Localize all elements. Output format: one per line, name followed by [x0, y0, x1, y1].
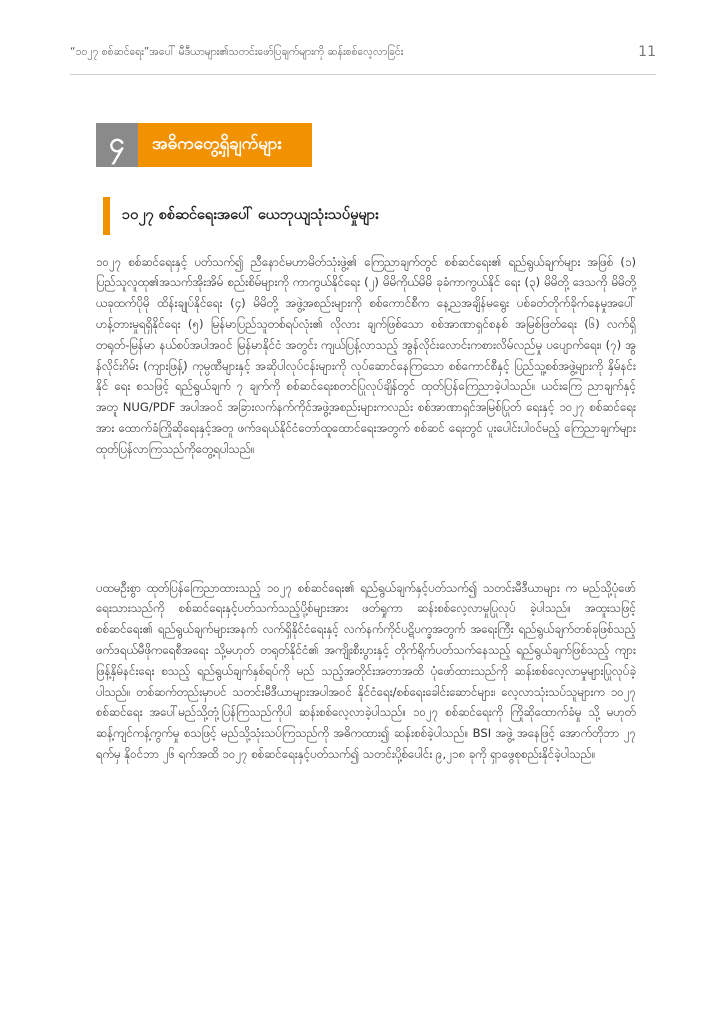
page-number: 11 — [638, 44, 656, 60]
chapter-number: ၄ — [96, 123, 138, 167]
body-paragraph: ပထမဦးစွာ ထုတ်ပြန်ကြေညာထားသည့် ၁၀၂၇ စစ်ဆင်ရေး၏ ရည်ရွယ်ချက်နှင့်ပတ်သက်၍ သတင်းမီဒီယာများ က မည်သို့ပုံဖော်ရေးသားသည်ကို စစ်ဆင်ရေးနှင့်ပတ်သက်သည့်ပို့စ်များအား ဖတ်ရှုကာ ဆန်းစစ်လေ့လာမှုပြုလုပ် ခဲ့ပါသည်။ အထူးသဖြင့် စစ်ဆင်ရေး၏ ရည်ရွယ်ချက်များအနက် လက်ရှိနိုင်ငံရေးနှင့် လက်နက်ကိုင်ပဋိပက္ခအတွက် အရေးကြီး ရည်ရွယ်ချက်တစ်ခုဖြစ်သည့် ဖက်ဒရယ်မီဖိုကရေစီအရေး သို့မဟုတ် တရုတ်နိုင်ငံ၏ အကျိုးစီးပွားနှင့် တိုက်ရိုက်ပတ်သက်နေသည့် ရည်ရွယ်ချက်ဖြစ်သည့် ကျားဖြန့်နှိမ်နင်းရေး စသည့် ရည်ရွယ်ချက်နှစ်ရပ်ကို မည် သည့်အတိုင်းအတာအထိ ပုံဖော်ထားသည်ကို ဆန်းစစ်လေ့လာမှုများပြုလုပ်ခဲ့ပါသည်။ တစ်ဆက်တည်းမှာပင် သတင်းမီဒီယာများအပါအဝင် နိုင်ငံရေး/စစ်ရေးခေါင်းဆောင်များ၊ လေ့လာသုံးသပ်သူများက ၁၀၂၇ စစ်ဆင်ရေး အပေါ်မည်သို့တုံ့ပြန်ကြသည်ကိုပါ ဆန်းစစ်လေ့လာခဲ့ပါသည်။ ၁၀၂၇ စစ်ဆင်ရေးကို ကြိုဆိုထောက်ခံမှု သို့ မဟုတ် ဆန့်ကျင်ကန့်ကွက်မှု စသဖြင့် မည်သို့သုံးသပ်ကြသည်ကို အဓိကထား၍ ဆန်းစစ်ခဲ့ပါသည်။ BSI အဖွဲ့ အနေဖြင့် အောက်တိုဘာ ၂၇ ရက်မှ နိုဝင်ဘာ ၂၆ ရက်အထိ ၁၀၂၇ စစ်ဆင်ရေးနှင့်ပတ်သက်၍ သတင်းပို့စ်ပေါင်း ၉,၂၁၈ ခုကို ရှာဖွေစုစည်းနိုင်ခဲ့ပါသည်။ — [96, 580, 636, 761]
page-header — [70, 44, 656, 74]
section-heading — [103, 197, 379, 235]
section-accent-bar — [103, 197, 110, 235]
section-title: ၁၀၂၇ စစ်ဆင်ရေးအပေါ် ယေဘုယျသုံးသပ်မှုများ — [122, 206, 379, 223]
chapter-title: အဓိကတွေ့ရှိချက်များ — [138, 123, 312, 167]
running-title: “၁၀၂၇ စစ်ဆင်ရေး”အပေါ် မီဒီယာများ၏သတင်းဖော်ပြချက်များကို ဆန်းစစ်လေ့လာခြင်း — [70, 46, 404, 58]
body-paragraph: ၁၀၂၇ စစ်ဆင်ရေးနှင့် ပတ်သက်၍ ညီနောင်မဟာမိတ်သုံးဖွဲ့၏ ကြေညာချက်တွင် စစ်ဆင်ရေး၏ ရည်ရွယ်ချက်များ အဖြစ် (၁) ပြည်သူလူထု၏အသက်အိုးအိမ် စည်းစိမ်များကို ကာကွယ်နိုင်ရေး (၂) မိမိကိုယ်မိမိ ခုခံကာကွယ်နိုင် ရေး (၃) မိမိတို့ ဒေသကို မိမိတို့ ယခုထက်ပိုမို ထိန်းချုပ်နိုင်ရေး (၄) မိမိတို့ အဖွဲ့အစည်းများကို စစ်ကောင်စီက နေ့ညအချိန်မရွေး ပစ်ခတ်တိုက်ခိုက်နေမှုအပေါ် ဟန့်တားမှုရရှိနိုင်ရေး (၅) မြန်မာပြည်သူတစ်ရပ်လုံး၏ လိုလား ချက်ဖြစ်သော စစ်အာဏာရှင်စနစ် အမြစ်ဖြတ်ရေး (၆) လက်ရှိ တရုတ်-မြန်မာ နယ်စပ်အပါအဝင် မြန်မာနိုင်ငံ အတွင်း ကျယ်ပြန့်လာသည့် အွန်လိုင်းလောင်းကစားလိမ်လည်မှု ပပျောက်ရေး၊ (၇) အွန်လိုင်းဂိမ်း (ကျားဖြန့်) ကုမ္ပဏီများနှင့် အဆိုပါလုပ်ငန်းများကို လုပ်ဆောင်နေကြသော စစ်ကောင်စီနှင့် ပြည်သူ့စစ်အဖွဲ့များကို နှိမ်နင်းနိုင် ရေး စသဖြင့် ရည်ရွယ်ချက် ၇ ချက်ကို စစ်ဆင်ရေးစတင်ပြုလုပ်ချိန်တွင် ထုတ်ပြန်ကြေညာခဲ့ပါသည်။ ယင်းကြေ ညာချက်နှင့်အတူ NUG/PDF အပါအဝင် အခြားလက်နက်ကိုင်အဖွဲ့အစည်းများကလည်း စစ်အာဏာရှင်အမြစ်ပြုတ် ရေးနှင့် ၁၀၂၇ စစ်ဆင်ရေးအား ထောက်ခံကြိုဆိုရေးနှင့်အတူ ဖက်ဒရယ်နိုင်ငံတော်ထူထောင်ရေးအတွက် စစ်ဆင် ရေးတွင် ပူးပေါင်းပါဝင်မည့် ကြေညာချက်များ ထုတ်ပြန်လာကြသည်ကိုတွေ့ရပါသည်။ — [96, 254, 636, 456]
header-divider — [70, 74, 656, 75]
chapter-banner — [96, 123, 312, 167]
